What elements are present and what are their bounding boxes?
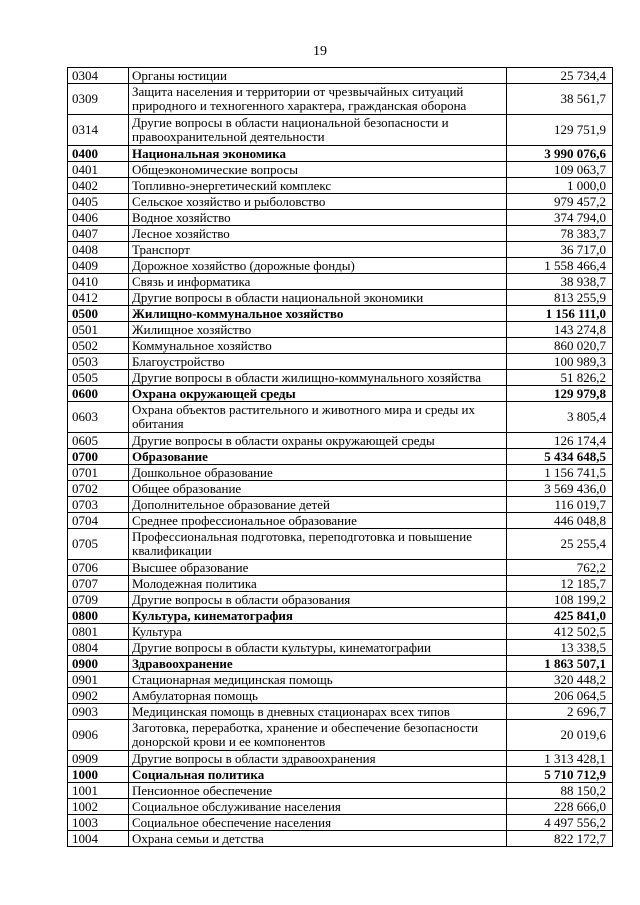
row-code: 0706: [68, 560, 129, 576]
row-amount: 126 174,4: [507, 433, 613, 449]
row-name: Национальная экономика: [129, 146, 507, 162]
table-row: [68, 370, 613, 386]
table-row: [68, 799, 613, 815]
row-code: 0408: [68, 242, 129, 258]
table-row: [68, 84, 613, 115]
row-code: 0412: [68, 290, 129, 306]
row-name: Культура, кинематография: [129, 608, 507, 624]
row-code: 0501: [68, 322, 129, 338]
row-code: 0409: [68, 258, 129, 274]
row-name: Среднее профессиональное образование: [129, 513, 507, 529]
row-code: 0406: [68, 210, 129, 226]
row-name: Благоустройство: [129, 354, 507, 370]
row-name: Другие вопросы в области образования: [129, 592, 507, 608]
row-amount: 78 383,7: [507, 226, 613, 242]
section-total-row: [68, 449, 613, 465]
table-row: [68, 194, 613, 210]
row-name: Стационарная медицинская помощь: [129, 672, 507, 688]
row-name: Лесное хозяйство: [129, 226, 507, 242]
row-amount: 425 841,0: [507, 608, 613, 624]
row-amount: 1 156 111,0: [507, 306, 613, 322]
row-code: 1004: [68, 831, 129, 847]
row-amount: 1 000,0: [507, 178, 613, 194]
row-code: 0703: [68, 497, 129, 513]
row-code: 0702: [68, 481, 129, 497]
row-name: Социальное обеспечение населения: [129, 815, 507, 831]
budget-table: [67, 67, 613, 847]
row-amount: 25 734,4: [507, 68, 613, 84]
row-code: 0709: [68, 592, 129, 608]
row-code: 0400: [68, 146, 129, 162]
table-row: [68, 720, 613, 751]
row-code: 0407: [68, 226, 129, 242]
row-code: 0500: [68, 306, 129, 322]
page-number: 19: [313, 44, 327, 59]
row-code: 0903: [68, 704, 129, 720]
table-row: [68, 338, 613, 354]
row-amount: 860 020,7: [507, 338, 613, 354]
row-name: Амбулаторная помощь: [129, 688, 507, 704]
table-row: [68, 688, 613, 704]
table-row: [68, 672, 613, 688]
row-amount: 4 497 556,2: [507, 815, 613, 831]
row-name: Охрана объектов растительного и животного мира и среды их обитания: [129, 402, 507, 433]
row-code: 0304: [68, 68, 129, 84]
row-name: Водное хозяйство: [129, 210, 507, 226]
row-name: Пенсионное обеспечение: [129, 783, 507, 799]
row-amount: 5 710 712,9: [507, 767, 613, 783]
table-row: [68, 68, 613, 84]
table-row: [68, 513, 613, 529]
table-row: [68, 831, 613, 847]
row-amount: 822 172,7: [507, 831, 613, 847]
section-total-row: [68, 656, 613, 672]
table-row: [68, 783, 613, 799]
table-row: [68, 481, 613, 497]
row-code: 0603: [68, 402, 129, 433]
row-name: Защита населения и территории от чрезвычайных ситуаций природного и техногенного характера, гражданская оборона: [129, 84, 507, 115]
row-amount: 129 979,8: [507, 386, 613, 402]
row-amount: 143 274,8: [507, 322, 613, 338]
table-row: [68, 178, 613, 194]
row-name: Другие вопросы в области национальной безопасности и правоохранительной деятельности: [129, 115, 507, 146]
table-row: [68, 290, 613, 306]
row-name: Социальное обслуживание населения: [129, 799, 507, 815]
row-amount: 38 938,7: [507, 274, 613, 290]
row-amount: 51 826,2: [507, 370, 613, 386]
row-code: 0902: [68, 688, 129, 704]
row-amount: 5 434 648,5: [507, 449, 613, 465]
row-name: Заготовка, переработка, хранение и обеспечение безопасности донорской крови и ее компонентов: [129, 720, 507, 751]
row-name: Другие вопросы в области культуры, кинематографии: [129, 640, 507, 656]
row-amount: 20 019,6: [507, 720, 613, 751]
table-row: [68, 576, 613, 592]
row-code: 0410: [68, 274, 129, 290]
row-name: Транспорт: [129, 242, 507, 258]
row-name: Другие вопросы в области национальной экономики: [129, 290, 507, 306]
row-amount: 1 558 466,4: [507, 258, 613, 274]
row-code: 0605: [68, 433, 129, 449]
row-code: 0309: [68, 84, 129, 115]
row-amount: 3 990 076,6: [507, 146, 613, 162]
row-name: Жилищно-коммунальное хозяйство: [129, 306, 507, 322]
row-name: Дошкольное образование: [129, 465, 507, 481]
row-amount: 36 717,0: [507, 242, 613, 258]
row-amount: 228 666,0: [507, 799, 613, 815]
table-row: [68, 354, 613, 370]
table-row: [68, 529, 613, 560]
row-name: Связь и информатика: [129, 274, 507, 290]
row-amount: 1 863 507,1: [507, 656, 613, 672]
table-row: [68, 815, 613, 831]
budget-table-body: [68, 68, 613, 847]
row-amount: 206 064,5: [507, 688, 613, 704]
row-amount: 3 569 436,0: [507, 481, 613, 497]
row-code: 0909: [68, 751, 129, 767]
row-amount: 38 561,7: [507, 84, 613, 115]
table-row: [68, 274, 613, 290]
row-name: Молодежная политика: [129, 576, 507, 592]
row-name: Органы юстиции: [129, 68, 507, 84]
row-code: 0502: [68, 338, 129, 354]
row-code: 1001: [68, 783, 129, 799]
table-row: [68, 640, 613, 656]
table-row: [68, 497, 613, 513]
row-name: Культура: [129, 624, 507, 640]
row-amount: 2 696,7: [507, 704, 613, 720]
table-row: [68, 624, 613, 640]
row-amount: 25 255,4: [507, 529, 613, 560]
table-row: [68, 162, 613, 178]
row-code: 0701: [68, 465, 129, 481]
row-name: Жилищное хозяйство: [129, 322, 507, 338]
row-amount: 1 313 428,1: [507, 751, 613, 767]
row-name: Охрана окружающей среды: [129, 386, 507, 402]
row-name: Другие вопросы в области здравоохранения: [129, 751, 507, 767]
row-code: 0600: [68, 386, 129, 402]
table-row: [68, 210, 613, 226]
row-code: 0402: [68, 178, 129, 194]
row-amount: 12 185,7: [507, 576, 613, 592]
row-amount: 88 150,2: [507, 783, 613, 799]
row-name: Коммунальное хозяйство: [129, 338, 507, 354]
row-amount: 116 019,7: [507, 497, 613, 513]
row-name: Топливно-энергетический комплекс: [129, 178, 507, 194]
row-code: 0405: [68, 194, 129, 210]
table-row: [68, 115, 613, 146]
table-row: [68, 322, 613, 338]
row-code: 0906: [68, 720, 129, 751]
row-amount: 412 502,5: [507, 624, 613, 640]
row-code: 0705: [68, 529, 129, 560]
row-amount: 979 457,2: [507, 194, 613, 210]
row-name: Охрана семьи и детства: [129, 831, 507, 847]
row-amount: 1 156 741,5: [507, 465, 613, 481]
row-code: 0401: [68, 162, 129, 178]
section-total-row: [68, 386, 613, 402]
row-code: 0704: [68, 513, 129, 529]
row-name: Образование: [129, 449, 507, 465]
row-amount: 129 751,9: [507, 115, 613, 146]
table-row: [68, 592, 613, 608]
row-amount: 813 255,9: [507, 290, 613, 306]
row-amount: 13 338,5: [507, 640, 613, 656]
section-total-row: [68, 767, 613, 783]
row-amount: 320 448,2: [507, 672, 613, 688]
table-row: [68, 402, 613, 433]
row-amount: 3 805,4: [507, 402, 613, 433]
table-row: [68, 704, 613, 720]
section-total-row: [68, 306, 613, 322]
row-name: Дорожное хозяйство (дорожные фонды): [129, 258, 507, 274]
row-amount: 762,2: [507, 560, 613, 576]
table-row: [68, 242, 613, 258]
row-amount: 374 794,0: [507, 210, 613, 226]
row-code: 0900: [68, 656, 129, 672]
row-name: Другие вопросы в области охраны окружающей среды: [129, 433, 507, 449]
row-code: 0804: [68, 640, 129, 656]
row-code: 0505: [68, 370, 129, 386]
table-row: [68, 433, 613, 449]
row-amount: 108 199,2: [507, 592, 613, 608]
section-total-row: [68, 146, 613, 162]
row-code: 1003: [68, 815, 129, 831]
section-total-row: [68, 608, 613, 624]
row-name: Другие вопросы в области жилищно-коммунального хозяйства: [129, 370, 507, 386]
row-name: Общее образование: [129, 481, 507, 497]
row-code: 0901: [68, 672, 129, 688]
row-amount: 100 989,3: [507, 354, 613, 370]
row-code: 0707: [68, 576, 129, 592]
row-name: Профессиональная подготовка, переподготовка и повышение квалификации: [129, 529, 507, 560]
row-name: Общеэкономические вопросы: [129, 162, 507, 178]
table-row: [68, 258, 613, 274]
row-amount: 109 063,7: [507, 162, 613, 178]
row-code: 0503: [68, 354, 129, 370]
row-amount: 446 048,8: [507, 513, 613, 529]
row-name: Медицинская помощь в дневных стационарах всех типов: [129, 704, 507, 720]
row-code: 0801: [68, 624, 129, 640]
row-name: Высшее образование: [129, 560, 507, 576]
row-code: 0314: [68, 115, 129, 146]
row-code: 0800: [68, 608, 129, 624]
row-code: 1002: [68, 799, 129, 815]
row-name: Социальная политика: [129, 767, 507, 783]
table-row: [68, 465, 613, 481]
table-row: [68, 560, 613, 576]
table-row: [68, 226, 613, 242]
row-name: Сельское хозяйство и рыболовство: [129, 194, 507, 210]
table-row: [68, 751, 613, 767]
row-name: Дополнительное образование детей: [129, 497, 507, 513]
row-code: 0700: [68, 449, 129, 465]
row-code: 1000: [68, 767, 129, 783]
row-name: Здравоохранение: [129, 656, 507, 672]
